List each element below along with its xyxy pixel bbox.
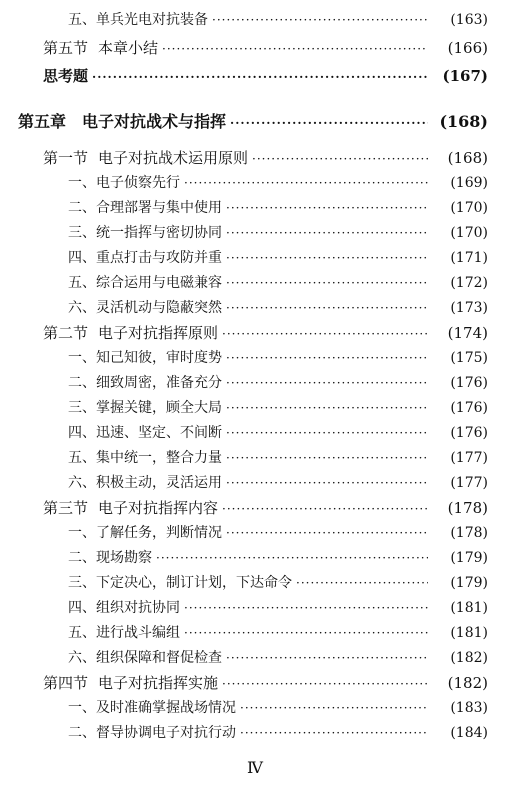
toc-entry-page: (167) xyxy=(442,67,488,85)
toc-entry-page: (171) xyxy=(450,250,488,266)
toc-section xyxy=(0,673,510,694)
toc-entry-page: (173) xyxy=(450,300,488,316)
toc-entry-title: 一、了解任务，判断情况 xyxy=(68,525,222,541)
toc-section-name: 电子对抗指挥内容 xyxy=(98,499,219,517)
toc-leader-dots xyxy=(222,499,428,519)
toc-entry-title: 一、知己知彼，审时度势 xyxy=(68,350,222,366)
toc-entry xyxy=(0,523,510,543)
toc-entry xyxy=(0,298,510,318)
toc-entry-title: 一、电子侦察先行 xyxy=(68,175,180,191)
toc-entry-page: (179) xyxy=(450,550,488,566)
toc-leader-dots xyxy=(226,373,428,393)
toc-entry-title: 四、重点打击与攻防并重 xyxy=(68,250,222,266)
toc-entry-page: (174) xyxy=(447,324,488,342)
toc-section xyxy=(0,498,510,519)
toc-entry-title: 六、灵活机动与隐蔽突然 xyxy=(68,300,222,316)
toc-leader-dots xyxy=(92,67,428,87)
toc-section-title xyxy=(43,323,218,343)
toc-leader-dots xyxy=(226,473,428,493)
toc-section-title: 思考题 xyxy=(43,67,89,85)
toc-leader-dots xyxy=(226,398,428,418)
toc-entry-title: 一、及时准确掌握战场情况 xyxy=(68,700,236,716)
toc-section-title xyxy=(43,498,218,518)
toc-section xyxy=(0,323,510,344)
toc-entry-title: 二、督导协调电子对抗行动 xyxy=(68,725,236,741)
toc-leader-dots xyxy=(240,698,428,718)
toc-entry-title: 二、现场勘察 xyxy=(68,550,152,566)
toc-entry-title: 三、下定决心，制订计划，下达命令 xyxy=(68,575,292,591)
toc-entry-title: 四、迅速、坚定、不间断 xyxy=(68,425,222,441)
toc-leader-dots xyxy=(222,324,428,344)
toc-entry-title: 二、细致周密，准备充分 xyxy=(68,375,222,391)
toc-section xyxy=(0,38,510,59)
toc-leader-dots xyxy=(222,674,428,694)
toc-entry-page: (166) xyxy=(447,39,488,57)
toc-entry-page: (179) xyxy=(450,575,488,591)
toc-section-name: 电子对抗指挥实施 xyxy=(98,674,219,692)
toc-section-title xyxy=(43,148,248,168)
toc-leader-dots xyxy=(226,248,428,268)
toc-leader-dots xyxy=(252,149,428,169)
toc-section xyxy=(0,66,510,87)
toc-entry xyxy=(0,423,510,443)
toc-entry-page: (168) xyxy=(439,112,488,131)
toc-section-number: 第五节 xyxy=(43,39,89,57)
toc-entry-page: (176) xyxy=(450,425,488,441)
toc-entry xyxy=(0,198,510,218)
toc-chapter-title xyxy=(18,112,226,132)
toc-entry-page: (163) xyxy=(450,12,488,28)
toc-entry xyxy=(0,448,510,468)
toc-entry-page: (175) xyxy=(450,350,488,366)
toc-entry-page: (177) xyxy=(450,475,488,491)
toc-section-title xyxy=(43,38,158,58)
toc-entry xyxy=(0,223,510,243)
toc-entry-page: (181) xyxy=(450,600,488,616)
toc-entry-title: 二、合理部署与集中使用 xyxy=(68,200,222,216)
toc-entry-page: (172) xyxy=(450,275,488,291)
toc-section-number: 第二节 xyxy=(43,324,89,342)
toc-entry-title: 六、积极主动，灵活运用 xyxy=(68,475,222,491)
toc-leader-dots xyxy=(230,113,428,133)
toc-entry xyxy=(0,10,510,30)
toc-entry xyxy=(0,548,510,568)
toc-entry-title: 五、综合运用与电磁兼容 xyxy=(68,275,222,291)
toc-entry xyxy=(0,398,510,418)
toc-entry-title: 六、组织保障和督促检查 xyxy=(68,650,222,666)
toc-entry-page: (170) xyxy=(450,200,488,216)
toc-leader-dots xyxy=(184,623,428,643)
toc-leader-dots xyxy=(226,648,428,668)
toc-section-number: 第四节 xyxy=(43,674,89,692)
toc-leader-dots xyxy=(226,523,428,543)
toc-entry-title: 四、组织对抗协同 xyxy=(68,600,180,616)
toc-entry-title: 五、单兵光电对抗装备 xyxy=(68,12,208,28)
toc-section-name: 本章小结 xyxy=(98,39,159,57)
page-number-footer: Ⅳ xyxy=(247,758,263,777)
toc-leader-dots xyxy=(212,10,428,30)
toc-entry-page: (176) xyxy=(450,400,488,416)
toc-leader-dots xyxy=(184,173,428,193)
toc-entry-title: 三、统一指挥与密切协同 xyxy=(68,225,222,241)
toc-entry xyxy=(0,723,510,743)
toc-entry xyxy=(0,598,510,618)
toc-entry-page: (183) xyxy=(450,700,488,716)
toc-entry-title: 三、掌握关键，顾全大局 xyxy=(68,400,222,416)
toc-leader-dots xyxy=(226,348,428,368)
toc-entry-page: (176) xyxy=(450,375,488,391)
toc-leader-dots xyxy=(226,223,428,243)
toc-entry-page: (169) xyxy=(450,175,488,191)
toc-leader-dots xyxy=(156,548,428,568)
toc-chapter-name: 电子对抗战术与指挥 xyxy=(82,112,227,131)
toc-chapter-number: 第五章 xyxy=(18,112,67,131)
toc-entry-page: (178) xyxy=(450,525,488,541)
toc-chapter xyxy=(0,112,510,133)
toc-leader-dots xyxy=(226,423,428,443)
toc-entry-page: (178) xyxy=(447,499,488,517)
toc-entry xyxy=(0,173,510,193)
toc-leader-dots xyxy=(226,273,428,293)
toc-entry-page: (182) xyxy=(447,674,488,692)
toc-leader-dots xyxy=(240,723,428,743)
toc-entry-page: (181) xyxy=(450,625,488,641)
toc-entry xyxy=(0,473,510,493)
toc-entry xyxy=(0,573,510,593)
toc-entry xyxy=(0,273,510,293)
toc-entry-page: (177) xyxy=(450,450,488,466)
toc-section-name: 电子对抗指挥原则 xyxy=(98,324,219,342)
toc-entry xyxy=(0,348,510,368)
toc-entry xyxy=(0,248,510,268)
toc-entry xyxy=(0,623,510,643)
toc-entry xyxy=(0,698,510,718)
toc-entry-page: (184) xyxy=(450,725,488,741)
toc-entry-page: (168) xyxy=(447,149,488,167)
toc-entry-title: 五、进行战斗编组 xyxy=(68,625,180,641)
toc-entry-page: (182) xyxy=(450,650,488,666)
toc-entry xyxy=(0,648,510,668)
toc-section-number: 第一节 xyxy=(43,149,89,167)
toc-leader-dots xyxy=(226,298,428,318)
toc-leader-dots xyxy=(226,198,428,218)
toc-section xyxy=(0,148,510,169)
toc-entry-page: (170) xyxy=(450,225,488,241)
toc-leader-dots xyxy=(184,598,428,618)
toc-leader-dots xyxy=(296,573,428,593)
toc-entry-title: 五、集中统一，整合力量 xyxy=(68,450,222,466)
toc-section-name: 电子对抗战术运用原则 xyxy=(98,149,249,167)
toc-section-number: 第三节 xyxy=(43,499,89,517)
toc-leader-dots xyxy=(226,448,428,468)
toc-entry xyxy=(0,373,510,393)
toc-leader-dots xyxy=(162,39,428,59)
toc-section-title xyxy=(43,673,218,693)
